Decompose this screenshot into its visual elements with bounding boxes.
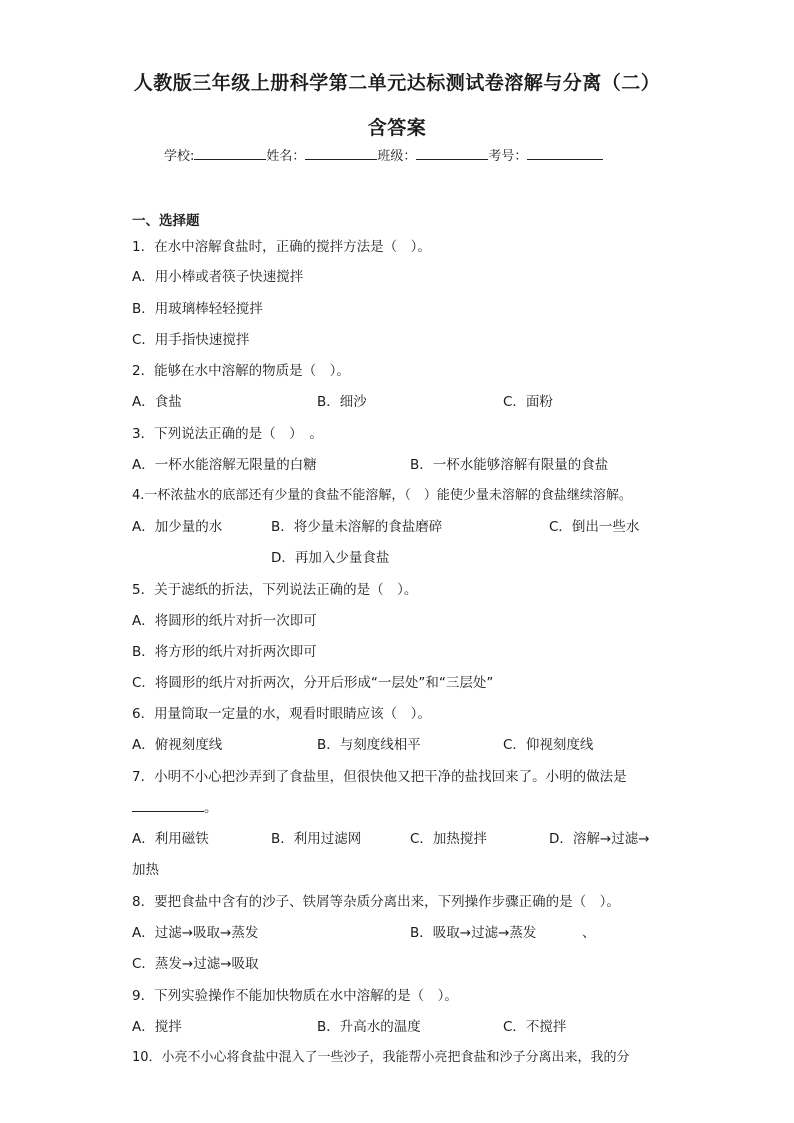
- exam-no-blank[interactable]: [527, 148, 603, 160]
- option: B．与刻度线相平: [317, 737, 421, 753]
- option: D．再加入少量食盐: [271, 550, 390, 566]
- option: C．将圆形的纸片对折两次，分开后形成“一层处”和“三层处”: [132, 675, 494, 691]
- option: C．面粉: [503, 394, 553, 410]
- stray-mark: 、: [582, 925, 596, 941]
- question-stem: 7．小明不小心把沙弄到了食盐里，但很快他又把干净的盐找回来了。小明的做法是: [132, 769, 627, 785]
- option: A．用小棒或者筷子快速搅拌: [132, 269, 304, 285]
- option: A．食盐: [132, 394, 182, 410]
- option: A．俯视刻度线: [132, 737, 223, 753]
- option: B．用玻璃棒轻轻搅拌: [132, 301, 263, 317]
- class-label: 班级：: [377, 149, 417, 164]
- option: D．溶解→过滤→: [549, 831, 650, 847]
- section-heading: 一、选择题: [132, 213, 200, 229]
- answer-blank-row: [132, 796, 218, 816]
- option: B．升高水的温度: [317, 1019, 421, 1035]
- option: C．仰视刻度线: [503, 737, 594, 753]
- question-stem: 10．小亮不小心将食盐中混入了一些沙子，我能帮小亮把食盐和沙子分离出来，我的分: [132, 1050, 630, 1065]
- option: C．不搅拌: [503, 1019, 567, 1035]
- option-cont: 加热: [132, 862, 159, 878]
- option: A．利用磁铁: [132, 831, 209, 847]
- question-stem: 4.一杯浓盐水的底部还有少量的食盐不能溶解，（ ）能使少量未溶解的食盐继续溶解。: [132, 488, 632, 503]
- option: A．一杯水能溶解无限量的白糖: [132, 457, 317, 473]
- option: C．加热搅拌: [410, 831, 487, 847]
- question-stem: 8．要把食盐中含有的沙子、铁屑等杂质分离出来，下列操作步骤正确的是（ ）。: [132, 894, 620, 910]
- page-subtitle: 含答案: [367, 117, 427, 139]
- option: A．将圆形的纸片对折一次即可: [132, 613, 317, 629]
- option: B．利用过滤网: [271, 831, 362, 847]
- question-stem: 9．下列实验操作不能加快物质在水中溶解的是（ ）。: [132, 988, 458, 1004]
- question-stem: 3．下列说法正确的是（ ） 。: [132, 426, 323, 442]
- option: B．吸取→过滤→蒸发: [410, 925, 537, 941]
- option: C．用手指快速搅拌: [132, 332, 250, 348]
- option: B．将少量未溶解的食盐磨碎: [271, 519, 443, 535]
- option: C．倒出一些水: [549, 519, 640, 535]
- answer-blank[interactable]: [132, 799, 204, 812]
- question-stem: 6．用量筒取一定量的水，观看时眼睛应该（ ）。: [132, 706, 431, 722]
- option: B．细沙: [317, 394, 367, 410]
- school-label: 学校:: [164, 149, 195, 164]
- question-stem: 1．在水中溶解食盐时，正确的搅拌方法是（ ）。: [132, 239, 431, 255]
- name-blank[interactable]: [305, 148, 377, 160]
- student-info-row: [164, 145, 603, 164]
- exam-no-label: 考号：: [488, 149, 528, 164]
- option: A．加少量的水: [132, 519, 223, 535]
- school-blank[interactable]: [194, 148, 266, 160]
- question-stem: 2．能够在水中溶解的物质是（ ）。: [132, 363, 350, 379]
- option: B．将方形的纸片对折两次即可: [132, 644, 317, 660]
- class-blank[interactable]: [416, 148, 488, 160]
- page-title: 人教版三年级上册科学第二单元达标测试卷溶解与分离（二）: [133, 72, 661, 94]
- option: C．蒸发→过滤→吸取: [132, 956, 259, 972]
- name-label: 姓名：: [266, 149, 306, 164]
- option: A．过滤→吸取→蒸发: [132, 925, 259, 941]
- stem-end: 。: [204, 800, 218, 816]
- option: B．一杯水能够溶解有限量的食盐: [410, 457, 609, 473]
- question-stem: 5．关于滤纸的折法，下列说法正确的是（ ）。: [132, 582, 418, 598]
- option: A．搅拌: [132, 1019, 182, 1035]
